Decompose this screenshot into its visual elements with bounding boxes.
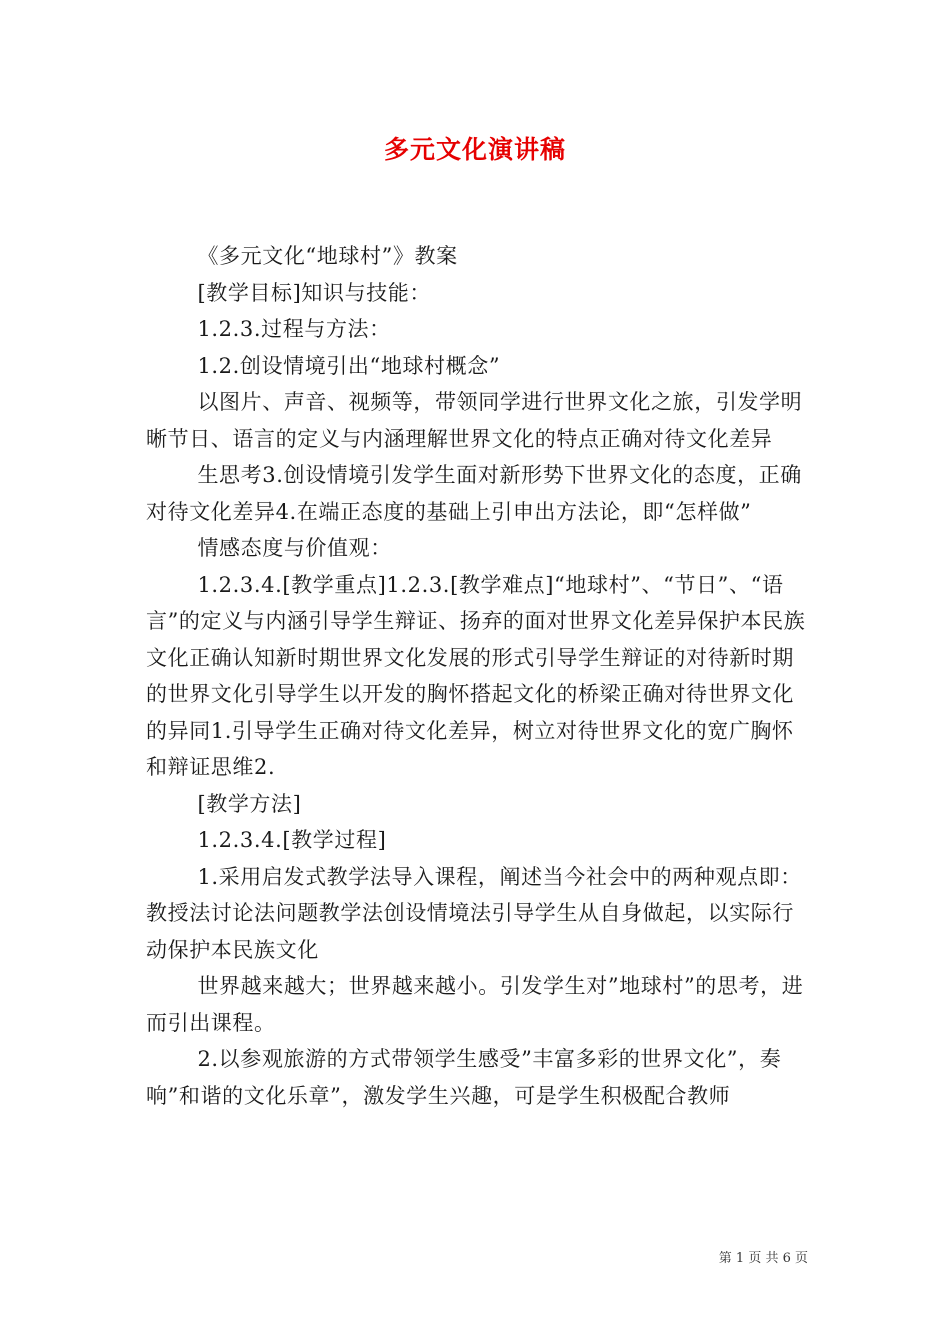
paragraph: 《多元文化“地球村”》教案 — [197, 244, 458, 268]
paragraph: [教学目标]知识与技能： — [197, 280, 432, 305]
paragraph: 生思考3.创设情境引发学生面对新形势下世界文化的态度，正确对待文化差异4.在端正态度的基础上引申出方法论，即“怎样做” — [146, 463, 802, 524]
paragraph: 1.采用启发式教学法导入课程，阐述当今社会中的两种观点即：教授法讨论法问题教学法创设情境法引导学生从自身做起，以实际行动保护本民族文化 — [146, 864, 802, 962]
paragraph: 以图片、声音、视频等，带领同学进行世界文化之旅，引发学明晰节日、语言的定义与内涵理解世界文化的特点正确对待文化差异 — [146, 390, 803, 451]
paragraph: [教学方法] — [197, 791, 302, 816]
paragraph: 1.2.创设情境引出“地球村概念” — [197, 353, 501, 378]
paragraph: 2.以参观旅游的方式带领学生感受”丰富多彩的世界文化”，奏响”和谐的文化乐章”，激发学生兴趣，可是学生积极配合教师 — [146, 1047, 782, 1108]
paragraph: 1.2.3.过程与方法： — [197, 317, 391, 341]
document-title: 多元文化演讲稿 — [383, 135, 566, 164]
paragraph: 情感态度与价值观： — [197, 536, 392, 560]
paragraph: 1.2.3.4.[教学过程] — [197, 828, 387, 852]
paragraph: 世界越来越大；世界越来越小。引发学生对”地球村”的思考，进而引出课程。 — [146, 974, 804, 1035]
page-number: 第 1 页 共 6 页 — [718, 1251, 808, 1266]
document-body — [146, 238, 812, 1114]
paragraph: 1.2.3.4.[教学重点]1.2.3.[教学难点]“地球村”、“节日”、“语言”的定义与内涵引导学生辩证、扬弃的面对世界文化差异保护本民族文化正确认知新时期世界文化发展的形式引导学生辩证的对待新时期的世界文化引导学生以开发的胸怀搭起文化的桥梁正确对待世界文化的异同1.引导学生正确对待文化差异，树立对待世界文化的宽广胸怀和辩证思维2. — [146, 572, 806, 779]
